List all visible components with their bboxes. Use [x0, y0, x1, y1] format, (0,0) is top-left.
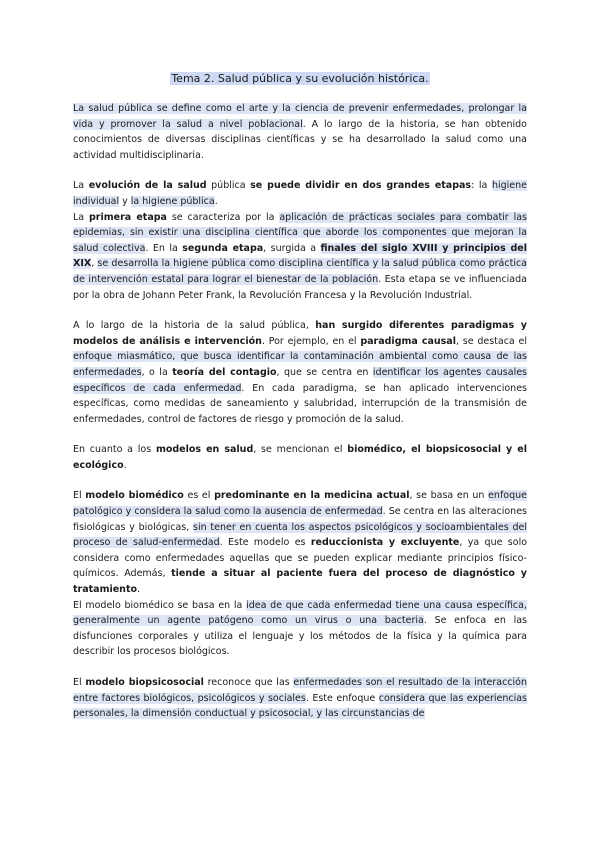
bold-text: han surgido diferentes paradigmas y modelos de análisis e intervención: [73, 320, 528, 347]
text-run: El modelo biomédico se basa en la: [73, 599, 247, 611]
highlighted-text: enfermedades son el resultado de la interacción entre factores biológicos, psicológicos y sociales: [73, 677, 527, 704]
highlighted-text: finales del siglo XVIII y principios del XIX: [73, 242, 527, 270]
text-run: . Este enfoque: [305, 692, 379, 704]
highlighted-text: enfoque miasmático, que busca identificar la contaminación ambiental como causa de las enfermedades: [73, 351, 527, 378]
text-run: El: [73, 677, 86, 688]
highlighted-text: idea de que cada enfermedad tiene una causa específica, generalmente un agente patógeno como un virus o una bacteria: [73, 599, 528, 627]
highlighted-text: higiene individual: [73, 180, 528, 207]
paragraph-models: [73, 442, 527, 473]
text-run: : la: [471, 180, 492, 192]
highlighted-text: aplicación de prácticas sociales para combatir las epidemias, sin existir una disciplina científica que aborde los componentes que mejoran la salud colectiva: [73, 211, 528, 254]
text-run: , se basa en un: [409, 490, 489, 502]
text-run: El: [73, 490, 86, 502]
highlighted-text: considera que las experiencias personales, la dimensión conductual y psicosocial, y las circunstancias de: [73, 692, 527, 720]
bold-text: evolución de la salud: [88, 180, 207, 192]
bold-text: reduccionista y excluyente: [310, 537, 460, 549]
text-run: La: [73, 180, 89, 192]
paragraph-biopsychosocial-model: [73, 675, 527, 722]
text-run: . Se enfoca en las disfunciones corporales y utiliza el lenguaje y los métodos de la física y la química para describir los procesos biológicos.: [73, 615, 527, 658]
highlighted-text: la higiene pública: [130, 195, 215, 207]
text-run: pública: [206, 180, 251, 192]
text-run: . A lo largo de la historia, se han obtenido conocimientos de diversas disciplinas científicas y se ha desarrollado la salud como una actividad multidisciplinaria.: [73, 118, 527, 161]
text-run: . Por ejemplo, en el: [261, 335, 361, 347]
text-run: , se destaca el: [455, 335, 527, 347]
bold-text: paradigma causal: [360, 335, 456, 347]
paragraph-stages: [73, 210, 527, 304]
bold-text: segunda etapa: [182, 242, 264, 254]
text-run: .: [123, 459, 127, 471]
paragraph-definition: [73, 101, 527, 163]
text-run: La: [73, 211, 89, 223]
bold-text: tiende a situar al paciente fuera del proceso de diagnóstico y tratamiento: [73, 568, 527, 596]
document-page: [73, 71, 527, 722]
bold-text: predominante en la medicina actual: [214, 490, 410, 502]
text-run: , que se centra en: [276, 366, 373, 378]
document-title: [73, 71, 527, 87]
title-text: Tema 2. Salud pública y su evolución histórica.: [171, 72, 429, 85]
text-run: , o la: [141, 366, 173, 378]
text-run: . Este modelo es: [219, 537, 311, 549]
bold-text: biomédico, el biopsicosocial y el ecológico: [73, 444, 528, 471]
text-run: reconoce que las: [203, 677, 294, 688]
highlighted-text: sin tener en cuenta los aspectos psicológicos y socioambientales del proceso de salud-enfermedad: [73, 521, 527, 549]
text-run: , ya que solo considera como enfermedades aquellas que se pueden explicar mediante principios físico-químicos. Además,: [73, 537, 528, 580]
text-run: . En cada paradigma, se han aplicado intervenciones específicas, como medidas de saneamiento y salubridad, interrupción de la transmisión de enfermedades, control de factores de riesgo y promoción de la salud.: [73, 382, 527, 425]
text-run: . Esta etapa se ve influenciada por la obra de Johann Peter Frank, la Revolución Francesa y la Revolución Industrial.: [73, 273, 527, 301]
text-run: . En la: [145, 242, 183, 254]
paragraph-biomedical-model: [73, 488, 527, 597]
text-run: En cuanto a los: [73, 444, 156, 456]
paragraph-paradigms: [73, 318, 527, 427]
text-run: .: [137, 584, 141, 596]
paragraph-evolution: [73, 178, 527, 209]
paragraph-biomedical-basis: [73, 598, 527, 660]
text-run: . Se centra en las alteraciones fisiológicas y biológicas,: [73, 506, 527, 533]
text-run: ,: [91, 258, 98, 270]
bold-text: teoría del contagio: [172, 366, 277, 378]
highlighted-text: identificar los agentes causales específicos de cada enfermedad: [73, 366, 527, 394]
bold-text: primera etapa: [89, 211, 167, 223]
bold-text: modelo biomédico: [85, 490, 184, 502]
text-run: se caracteriza por la: [166, 211, 280, 223]
text-run: A lo largo de la historia de la salud pública,: [73, 320, 316, 332]
bold-text: modelo biopsicosocial: [85, 677, 204, 688]
text-run: , surgida a: [263, 242, 321, 254]
text-run: y: [119, 195, 131, 207]
bold-text: se puede dividir en dos grandes etapas: [250, 180, 472, 192]
bold-text: modelos en salud: [155, 444, 254, 456]
text-run: .: [214, 195, 218, 207]
text-run: es el: [183, 490, 215, 502]
highlighted-text: enfoque patológico y considera la salud como la ausencia de enfermedad: [73, 490, 527, 518]
highlighted-text: se desarrolla la higiene pública como disciplina científica y la salud pública como práctica de intervención estatal para lograr el bienestar de la población: [73, 258, 528, 285]
text-run: , se mencionan el: [253, 444, 348, 456]
highlighted-text: La salud pública se define como el arte y la ciencia de prevenir enfermedades, prolongar la vida y promover la salud a nivel poblacional: [73, 103, 527, 130]
